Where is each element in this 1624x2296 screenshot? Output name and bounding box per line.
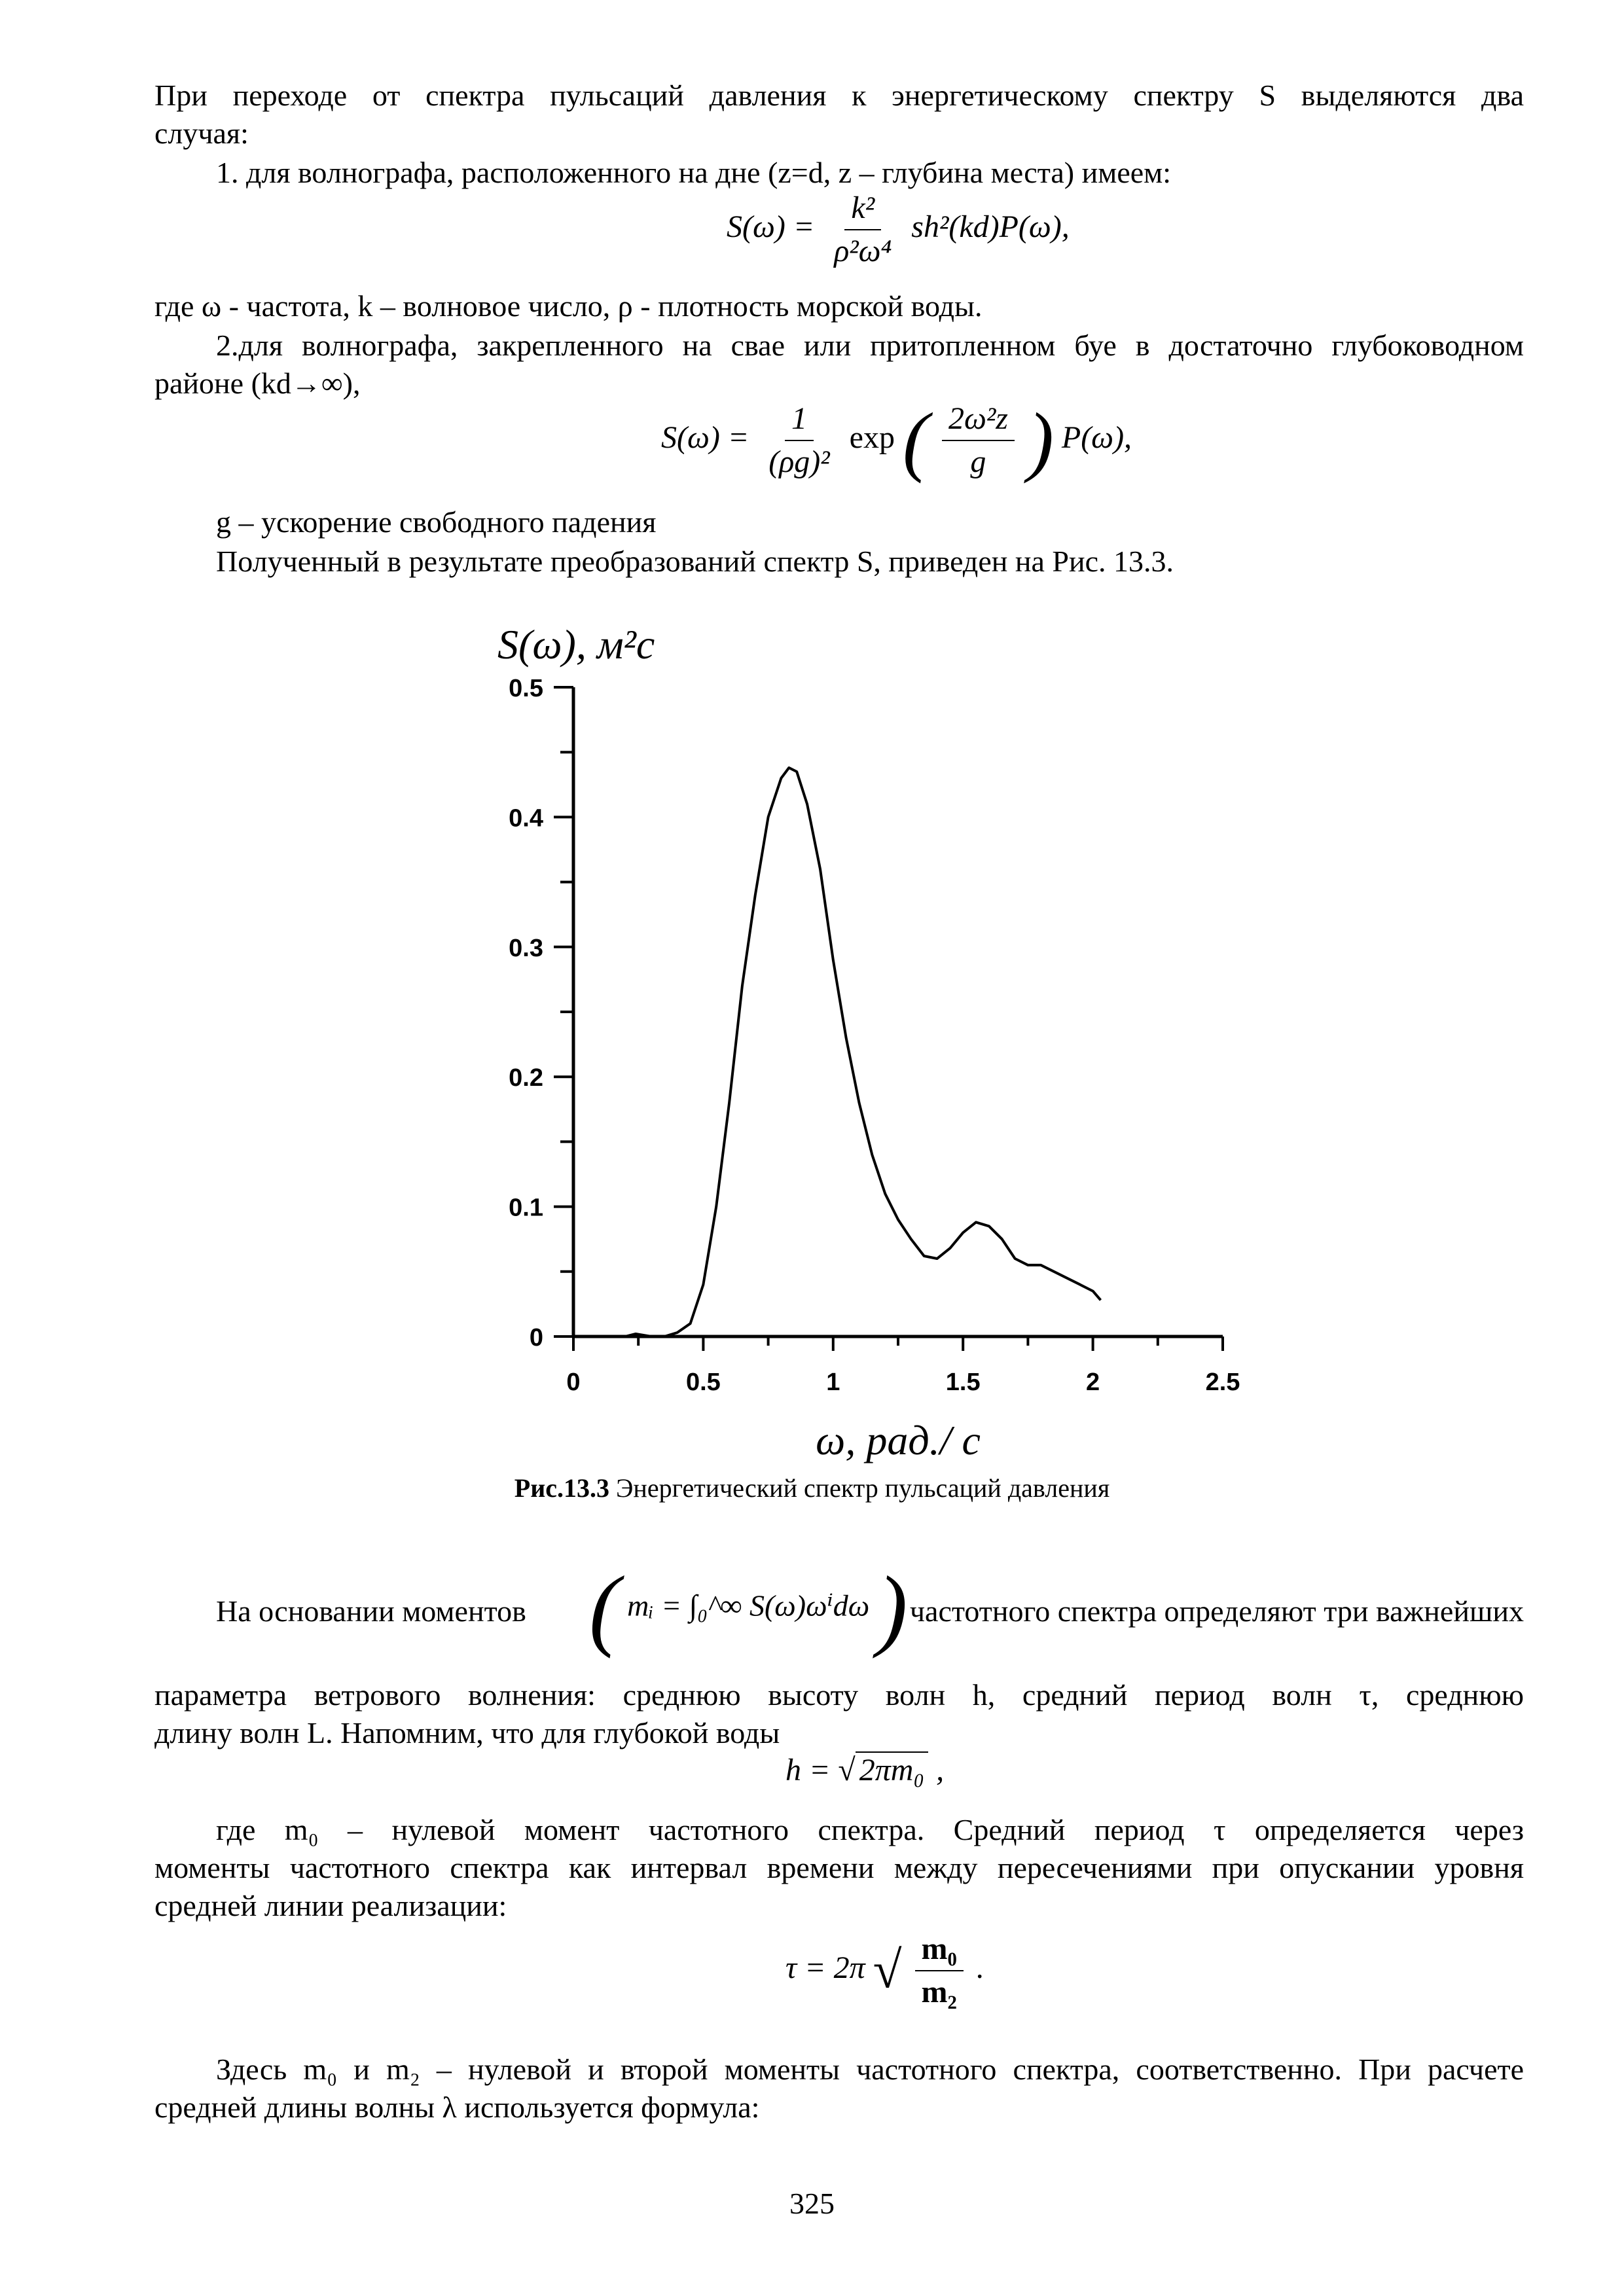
paragraph-params-line1: параметра ветрового волнения: среднюю высоту волн h, средний период волн τ, среднюю [154,1678,1524,1712]
eq5-tail: . [976,1950,984,1986]
y-tick-label: 0.1 [509,1194,543,1222]
eq2-rhs: P(ω), [1061,420,1132,456]
paragraph-where-1: где ω - частота, k – волновое число, ρ - плотность морской воды. [154,289,983,323]
eq2-denominator: (ρg)² [768,444,830,479]
equation-mean-height [785,1751,944,1788]
x-tick-label: 1.5 [945,1369,981,1396]
y-axis-label: S(ω), м²с [497,621,655,668]
eq2-fraction [762,401,836,480]
paragraph-spectrum-ref: Полученный в результате преобразований спектр S, приведен на Рис. 13.3. [216,545,1174,578]
y-tick-label: 0 [529,1324,543,1352]
paragraph-m0-line3: средней линии реализации: [154,1889,507,1922]
sqrt-icon: √ [873,1941,902,2000]
x-tick-label: 2.5 [1205,1369,1240,1396]
eq3-body: mᵢ = ∫₀^∞ S(ω)ωⁱdω [627,1588,870,1623]
paragraph-params-line2: длину волн L. Напомним, что для глубокой воды [154,1716,780,1749]
paragraph-m0-line2: моменты частотного спектра как интервал времени между пересечениями при опускании уровня [154,1851,1524,1884]
paragraph-moments-lead: На основании моментов [216,1594,526,1628]
eq1-lhs: S(ω) = [727,209,815,245]
eq1-rhs: sh²(kd)P(ω), [911,209,1070,245]
eq1-numerator: k² [844,190,881,230]
caption-label: Рис.13.3 [514,1473,610,1503]
caption-text: Энергетический спектр пульсаций давления [616,1473,1110,1503]
eq5-fraction [915,1931,964,2011]
x-tick-label: 0.5 [685,1369,721,1396]
eq2-numerator: 1 [785,401,814,441]
y-tick-label: 0.2 [509,1064,543,1092]
figure-caption [0,1473,1624,1503]
eq5-denominator: m₂ [921,1975,957,2009]
eq2-paren-open: ( [902,397,929,484]
eq4-tail: , [936,1753,945,1787]
eq1-fraction [827,190,898,270]
eq5-numerator: m₀ [915,1931,964,1971]
equation-1 [727,190,1070,270]
x-tick-label: 1 [826,1369,840,1396]
page-number: 325 [789,2187,835,2220]
eq2-lhs: S(ω) = [661,420,749,456]
paragraph-case1: 1. для волнографа, расположенного на дне (z=d, z – глубина места) имеем: [216,156,1172,189]
y-tick-label: 0.5 [509,675,543,702]
paragraph-intro-line2: случая: [154,117,249,150]
eq2-inner-denominator: g [970,444,986,479]
paragraph-case2-line2: районе (kd→∞), [154,367,361,400]
eq2-inner-numerator: 2ω²z [942,401,1015,441]
paragraph-wavelength-line1: Здесь m₀ и m₂ – нулевой и второй моменты частотного спектра, соответственно. При расчете [216,2053,1524,2086]
x-tick-label: 2 [1086,1369,1100,1396]
eq2-exp: exp [849,420,895,456]
spectrum-chart [458,615,1309,1463]
eq2-inner-fraction [942,401,1015,480]
spectrum-series-line [594,768,1101,1336]
x-tick-label: 0 [566,1369,581,1396]
paragraph-g-definition: g – ускорение свободного падения [216,505,657,539]
x-axis-label: ω, рад./ с [816,1417,981,1463]
paragraph-m0-line1: где m₀ – нулевой момент частотного спектра. Средний период τ определяется через [216,1813,1524,1846]
eq3-paren-open: ( [589,1558,620,1659]
y-tick-label: 0.3 [509,934,543,962]
paragraph-intro-line1: При переходе от спектра пульсаций давления к энергетическому спектру S выделяются два [154,79,1524,112]
eq4-lhs: h = [785,1753,831,1787]
sqrt-icon: √ [838,1753,856,1787]
eq1-denominator: ρ²ω⁴ [834,234,892,268]
paragraph-moments-tail: частотного спектра определяют три важнейших [909,1594,1524,1628]
paragraph-case2-line1: 2.для волнографа, закрепленного на свае или притопленном буе в достаточно глубоководном [216,329,1524,362]
equation-mean-period [785,1931,984,2011]
eq2-paren-close: ) [1027,397,1054,484]
eq5-lhs: τ = 2π [785,1950,865,1986]
y-tick-label: 0.4 [509,804,543,833]
paragraph-wavelength-line2: средней длины волны λ используется формула: [154,2090,760,2124]
eq3-paren-close: ) [876,1558,908,1659]
eq4-root: 2πm₀ [856,1751,928,1788]
equation-2 [661,397,1132,484]
